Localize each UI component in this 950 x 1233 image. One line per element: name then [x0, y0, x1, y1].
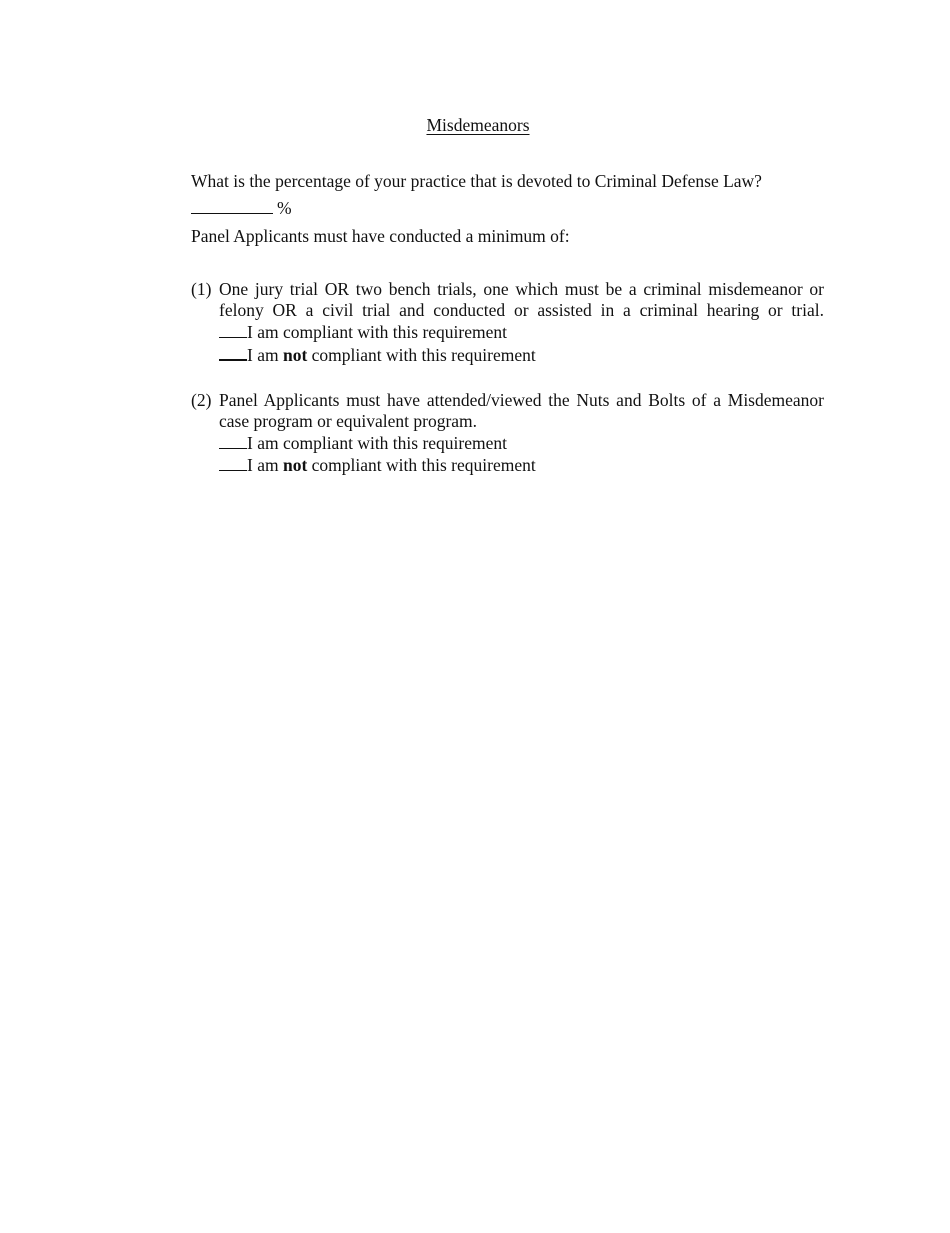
- requirement-1: [191, 279, 824, 366]
- option-not-compliant[interactable]: [219, 454, 824, 476]
- practice-percentage-question: What is the percentage of your practice that is devoted to Criminal Defense Law?: [191, 171, 762, 191]
- intro-text: Panel Applicants must have conducted a minimum of:: [191, 226, 570, 246]
- requirement-text-line-2: case program or equivalent program.: [219, 411, 478, 431]
- requirement-2: [191, 390, 824, 476]
- requirement-text: [219, 279, 824, 321]
- option-compliant-label: I am compliant with this requirement: [247, 322, 508, 342]
- not-compliant-checkbox-blank[interactable]: [219, 454, 247, 471]
- option-not-suffix: compliant with this requirement: [307, 455, 536, 475]
- requirement-text-line-2: felony OR a civil trial and conducted or assisted in a criminal hearing or trial.: [219, 300, 824, 320]
- option-compliant[interactable]: [219, 432, 824, 454]
- percentage-field[interactable]: [191, 197, 292, 219]
- page-title: Misdemeanors: [426, 115, 530, 135]
- requirement-text-line-1: Panel Applicants must have attended/viewed the Nuts and Bolts of a Misdemeanor: [219, 390, 824, 410]
- not-compliant-checkbox-blank[interactable]: [219, 343, 247, 361]
- option-not-prefix: I am: [247, 455, 283, 475]
- percentage-blank[interactable]: [191, 197, 273, 214]
- option-not-compliant[interactable]: [219, 343, 824, 366]
- option-not-bold: not: [282, 455, 308, 475]
- option-not-bold: not: [282, 345, 308, 365]
- option-compliant-label: I am compliant with this requirement: [247, 433, 508, 453]
- option-not-suffix: compliant with this requirement: [307, 345, 536, 365]
- compliant-checkbox-blank[interactable]: [219, 321, 247, 338]
- requirement-number: (2): [191, 390, 212, 410]
- requirement-number: (1): [191, 279, 212, 299]
- requirement-text: [219, 390, 824, 432]
- compliant-checkbox-blank[interactable]: [219, 432, 247, 449]
- percent-symbol: %: [277, 198, 292, 218]
- option-compliant[interactable]: [219, 321, 824, 343]
- requirement-text-line-1: One jury trial OR two bench trials, one which must be a criminal misdemeanor or: [219, 279, 824, 299]
- option-not-prefix: I am: [247, 345, 283, 365]
